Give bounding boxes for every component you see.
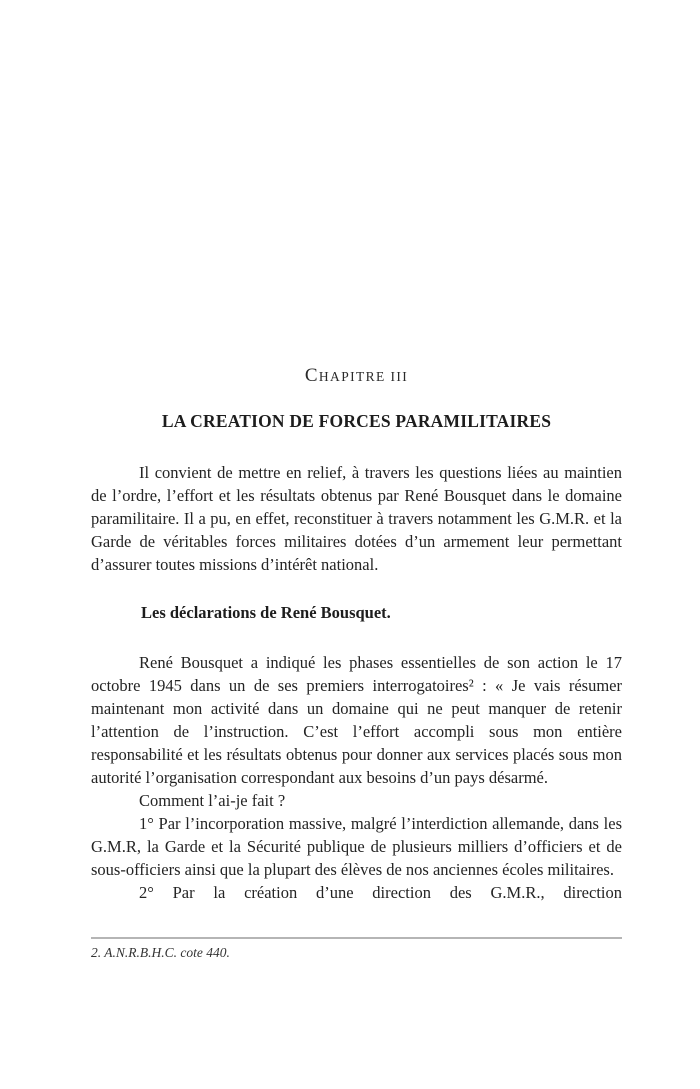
page-content — [91, 0, 622, 904]
paragraph-declarations: René Bousquet a indiqué les phases essentielles de son action le 17 octobre 1945 dans un de ses premiers interrogatoires² : « Je vais résumer maintenant mon activité dans un domaine qui ne peut manquer de retenir l’attention de l’instruction. C’est l’effort accompli sous mon entière responsabilité et les résultats obtenus pour donner aux services placés sous mon autorité l’organisation correspondant aux besoins d’un pays désarmé. — [91, 653, 622, 787]
footnote-area — [91, 937, 622, 961]
paragraph-question: Comment l’ai-je fait ? — [139, 791, 286, 810]
paragraph-intro: Il convient de mettre en relief, à travers les questions liées au maintien de l’ordre, l’effort et les résultats obtenus par René Bousquet dans le domaine paramilitaire. Il a pu, en effet, reconstituer à travers notamment les G.M.R. et la Garde de véritables forces militaires dotées d’un armement leur permettant d’assurer toutes missions d’intérêt national. — [91, 463, 622, 574]
footnote: 2. A.N.R.B.H.C. cote 440. — [91, 945, 230, 960]
section-heading: Les déclarations de René Bousquet. — [141, 603, 391, 622]
chapter-title: LA CREATION DE FORCES PARAMILITAIRES — [161, 411, 552, 431]
chapter-heading: CHAPITRE III — [304, 365, 409, 386]
paragraph-point-2: 2° Par la création d’une direction des G.M.R., direction — [139, 883, 622, 902]
footnote-divider — [91, 937, 622, 939]
paragraph-point-1: 1° Par l’incorporation massive, malgré l’interdiction allemande, dans les G.M.R, la Garde et la Sécurité publique de plusieurs milliers d’officiers et de sous-officiers ainsi que la plupart des élèves de nos anciennes écoles militaires. — [91, 814, 622, 879]
